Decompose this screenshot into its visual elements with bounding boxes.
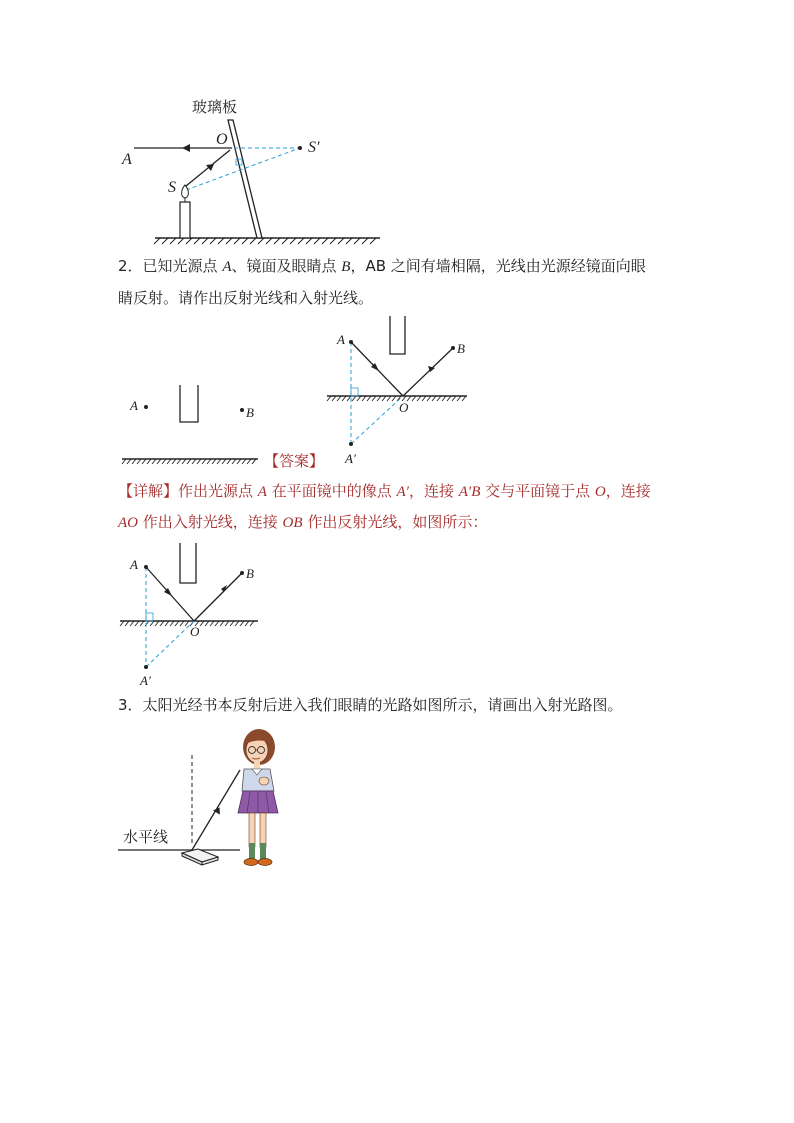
detail-tag: 【详解】	[118, 482, 179, 500]
figure-q2-problem	[118, 380, 268, 465]
horizontal-line-label: 水平线	[123, 828, 169, 846]
label-O: O	[190, 624, 200, 639]
detail-line-2	[118, 511, 487, 534]
label-B: B	[246, 405, 254, 420]
detail-text: 在平面镜中的像点	[266, 482, 397, 500]
detail-segment: OB	[282, 515, 303, 531]
answer-tag: 【答案】	[264, 452, 325, 470]
detail-text: 交与平面镜于点	[480, 482, 595, 500]
label-A: A	[337, 332, 345, 347]
q2-text: 、镜面及眼睛点	[231, 257, 342, 275]
detail-text: 作出入射光线，连接	[138, 513, 283, 531]
question-number: 3．	[118, 696, 143, 714]
figure-q3	[118, 725, 288, 875]
label-A: A	[130, 398, 138, 413]
q2-text: ，AB 之间有墙相隔，光线由光源经镜面向眼	[350, 257, 646, 275]
question-number: 2．	[118, 257, 143, 275]
point-B: B	[341, 259, 351, 275]
label-S: S	[168, 179, 176, 196]
question-3	[118, 694, 623, 716]
detail-point: O	[594, 484, 606, 500]
q3-text: 太阳光经书本反射后进入我们眼睛的光路如图所示，请画出入射光路图。	[142, 696, 623, 714]
question-2-line-2: 睛反射。请作出反射光线和入射光线。	[118, 289, 374, 307]
girl-illustration	[238, 729, 278, 866]
figure-glass-plate	[110, 92, 400, 247]
detail-segment: A′B	[458, 484, 481, 500]
detail-line-1	[118, 480, 651, 503]
question-2-line-1	[118, 255, 646, 278]
detail-point: A	[257, 484, 267, 500]
label-B: B	[457, 341, 465, 356]
point-A: A	[222, 259, 232, 275]
label-A-prime: A′	[140, 673, 151, 688]
label-O: O	[216, 131, 228, 148]
detail-text: 作出光源点	[178, 482, 258, 500]
detail-text: ，连接	[408, 482, 459, 500]
label-S-prime: S′	[308, 139, 320, 156]
label-A-prime: A′	[345, 451, 356, 466]
detail-text: 作出反射光线，如图所示：	[302, 513, 488, 531]
detail-segment: AO	[118, 515, 138, 531]
label-A: A	[122, 151, 132, 168]
figure-q2-answer	[118, 543, 268, 689]
q2-text: 已知光源点	[142, 257, 223, 275]
label-O: O	[399, 400, 409, 415]
label-A: A	[130, 557, 138, 572]
label-B: B	[246, 566, 254, 581]
detail-text: ，连接	[605, 482, 651, 500]
figure-q2-solution-top	[325, 316, 475, 468]
glass-plate-label: 玻璃板	[192, 98, 238, 116]
detail-point: A′	[396, 484, 409, 500]
